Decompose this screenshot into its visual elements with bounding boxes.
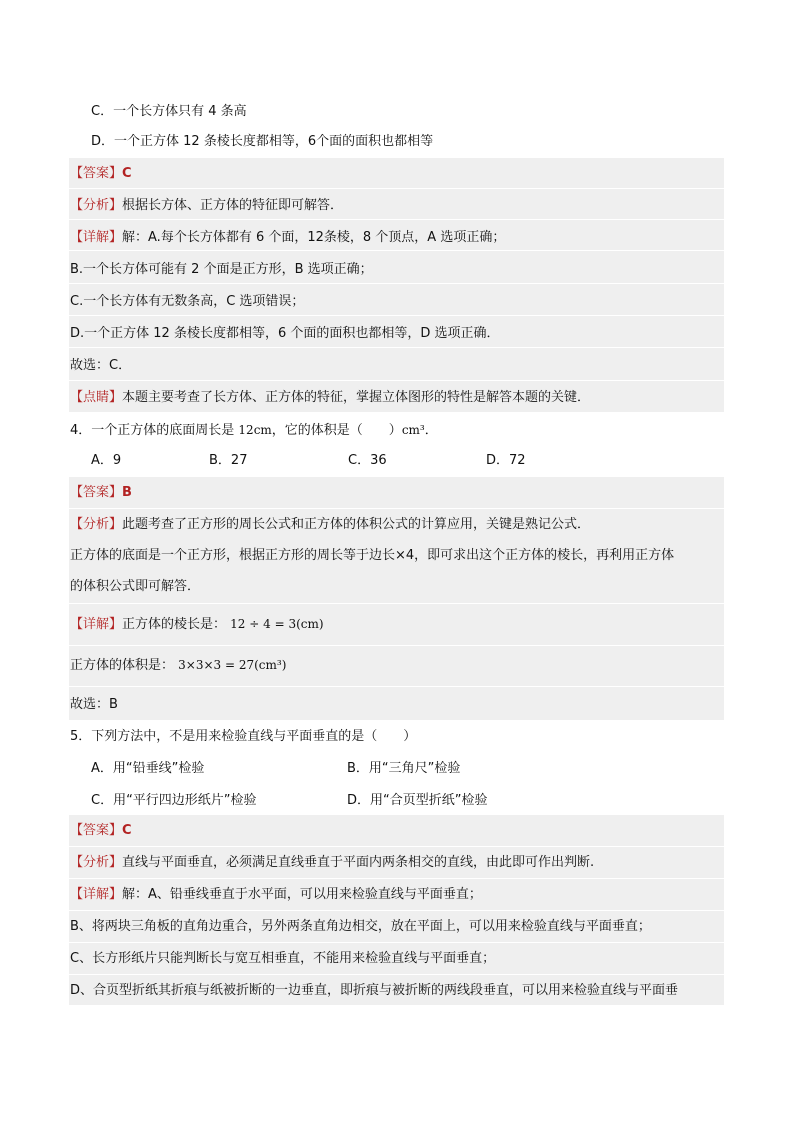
answer-value: B [122, 485, 132, 500]
answer-value: C [122, 166, 132, 181]
q4-analysis-line2: 正方体的底面是一个正方形，根据正方形的周长等于边长×4，即可求出这个正方体的棱长，再利用正方体 [70, 548, 675, 563]
q5-option-a: A．用“铅垂线”检验 [91, 761, 205, 776]
q4-stem-prefix: 4．一个正方体的底面周长是 [70, 423, 235, 438]
analysis-text: 直线与平面垂直，必须满足直线垂直于平面内两条相交的直线，由此即可作出判断. [122, 855, 595, 870]
q3-detail-c: C.一个长方体有无数条高，C 选项错误； [70, 294, 305, 309]
q4-stem-mid: ，它的体积是（ ） [271, 423, 402, 438]
q3-option-c: C．一个长方体只有 4 条高 [91, 104, 247, 119]
q3-detail [70, 229, 505, 247]
divider [69, 645, 724, 646]
detail-tag: 【详解】 [70, 617, 123, 632]
divider [69, 219, 724, 220]
divider [69, 603, 724, 604]
q4-stem-unit: cm³ [401, 423, 425, 437]
q4-detail-2 [70, 656, 286, 675]
q4-detail-1 [70, 615, 324, 634]
divider [69, 942, 724, 943]
q4-stem-end: ． [424, 423, 438, 438]
analysis-tag: 【分析】 [70, 198, 123, 213]
q3-choose: 故选：C． [70, 358, 132, 373]
q4-answer [70, 484, 132, 502]
q4-option-d: D．72 [486, 453, 526, 468]
divider [69, 188, 724, 189]
detail-tag: 【详解】 [70, 230, 123, 245]
detail-text: 解：A、铅垂线垂直于水平面，可以用来检验直线与平面垂直； [122, 887, 482, 902]
divider [69, 508, 724, 509]
answer-tag: 【答案】 [70, 823, 123, 838]
q5-analysis [70, 854, 594, 872]
divider [69, 380, 724, 381]
q5-detail [70, 886, 482, 904]
analysis-text: 此题考查了正方形的周长公式和正方体的体积公式的计算应用，关键是熟记公式． [122, 517, 591, 532]
q3-detail-d: D.一个正方体 12 条棱长度都相等，6 个面的面积也都相等，D 选项正确． [70, 326, 500, 341]
q4-option-a: A．9 [91, 453, 122, 468]
comment-text: 本题主要考查了长方体、正方体的特征，掌握立体图形的特性是解答本题的关键． [122, 390, 591, 405]
divider [69, 347, 724, 348]
q5-detail-c: C、长方形纸片只能判断长与宽互相垂直，不能用来检验直线与平面垂直； [70, 951, 496, 966]
q4-analysis [70, 516, 590, 534]
divider [69, 315, 724, 316]
analysis-tag: 【分析】 [70, 517, 123, 532]
divider [69, 686, 724, 687]
detail-label: 正方体的体积是： [70, 658, 175, 673]
q4-analysis-line3: 的体积公式即可解答． [70, 579, 201, 594]
q4-option-b: B．27 [209, 453, 248, 468]
detail-text: 解：A.每个长方体都有 6 个面，12条棱，8 个顶点，A 选项正确； [122, 230, 506, 245]
divider [69, 974, 724, 975]
detail-label: 正方体的棱长是： [122, 617, 227, 632]
q5-detail-d: D、合页型折纸其折痕与纸被折断的一边垂直，即折痕与被折断的两线段垂直，可以用来检验直线与平面垂 [70, 983, 679, 998]
q3-analysis [70, 197, 343, 215]
divider [69, 250, 724, 251]
q4-choose: 故选：B [70, 697, 118, 712]
divider [69, 910, 724, 911]
q5-answer [70, 822, 132, 840]
q4-solution-block [69, 477, 724, 720]
detail-formula: 12 ÷ 4 = 3(cm) [230, 617, 324, 631]
q5-stem: 5．下列方法中，不是用来检验直线与平面垂直的是（ ） [70, 729, 417, 744]
q5-detail-b: B、将两块三角板的直角边重合，另外两条直角边相交，放在平面上，可以用来检验直线与平面垂直； [70, 919, 651, 934]
divider [69, 846, 724, 847]
detail-formula: 3×3×3 = 27(cm³) [178, 658, 287, 672]
q3-comment [70, 389, 590, 407]
answer-tag: 【答案】 [70, 485, 123, 500]
answer-value: C [122, 823, 132, 838]
q5-option-d: D．用“合页型折纸”检验 [347, 793, 488, 808]
q3-detail-b: B.一个长方体可能有 2 个面是正方形，B 选项正确； [70, 262, 373, 277]
analysis-text: 根据长方体、正方体的特征即可解答． [122, 198, 344, 213]
comment-tag: 【点睛】 [70, 390, 123, 405]
q3-answer [70, 165, 132, 183]
divider [69, 283, 724, 284]
q5-option-b: B．用“三角尺”检验 [347, 761, 461, 776]
divider [69, 878, 724, 879]
q4-stem-value: 12cm [238, 423, 272, 437]
q3-option-d: D．一个正方体 12 条棱长度都相等，6个面的面积也都相等 [91, 134, 434, 149]
detail-tag: 【详解】 [70, 887, 123, 902]
analysis-tag: 【分析】 [70, 855, 123, 870]
q4-option-c: C．36 [348, 453, 387, 468]
q4-stem [70, 421, 438, 440]
answer-tag: 【答案】 [70, 166, 123, 181]
q5-option-c: C．用“平行四边形纸片”检验 [91, 793, 257, 808]
